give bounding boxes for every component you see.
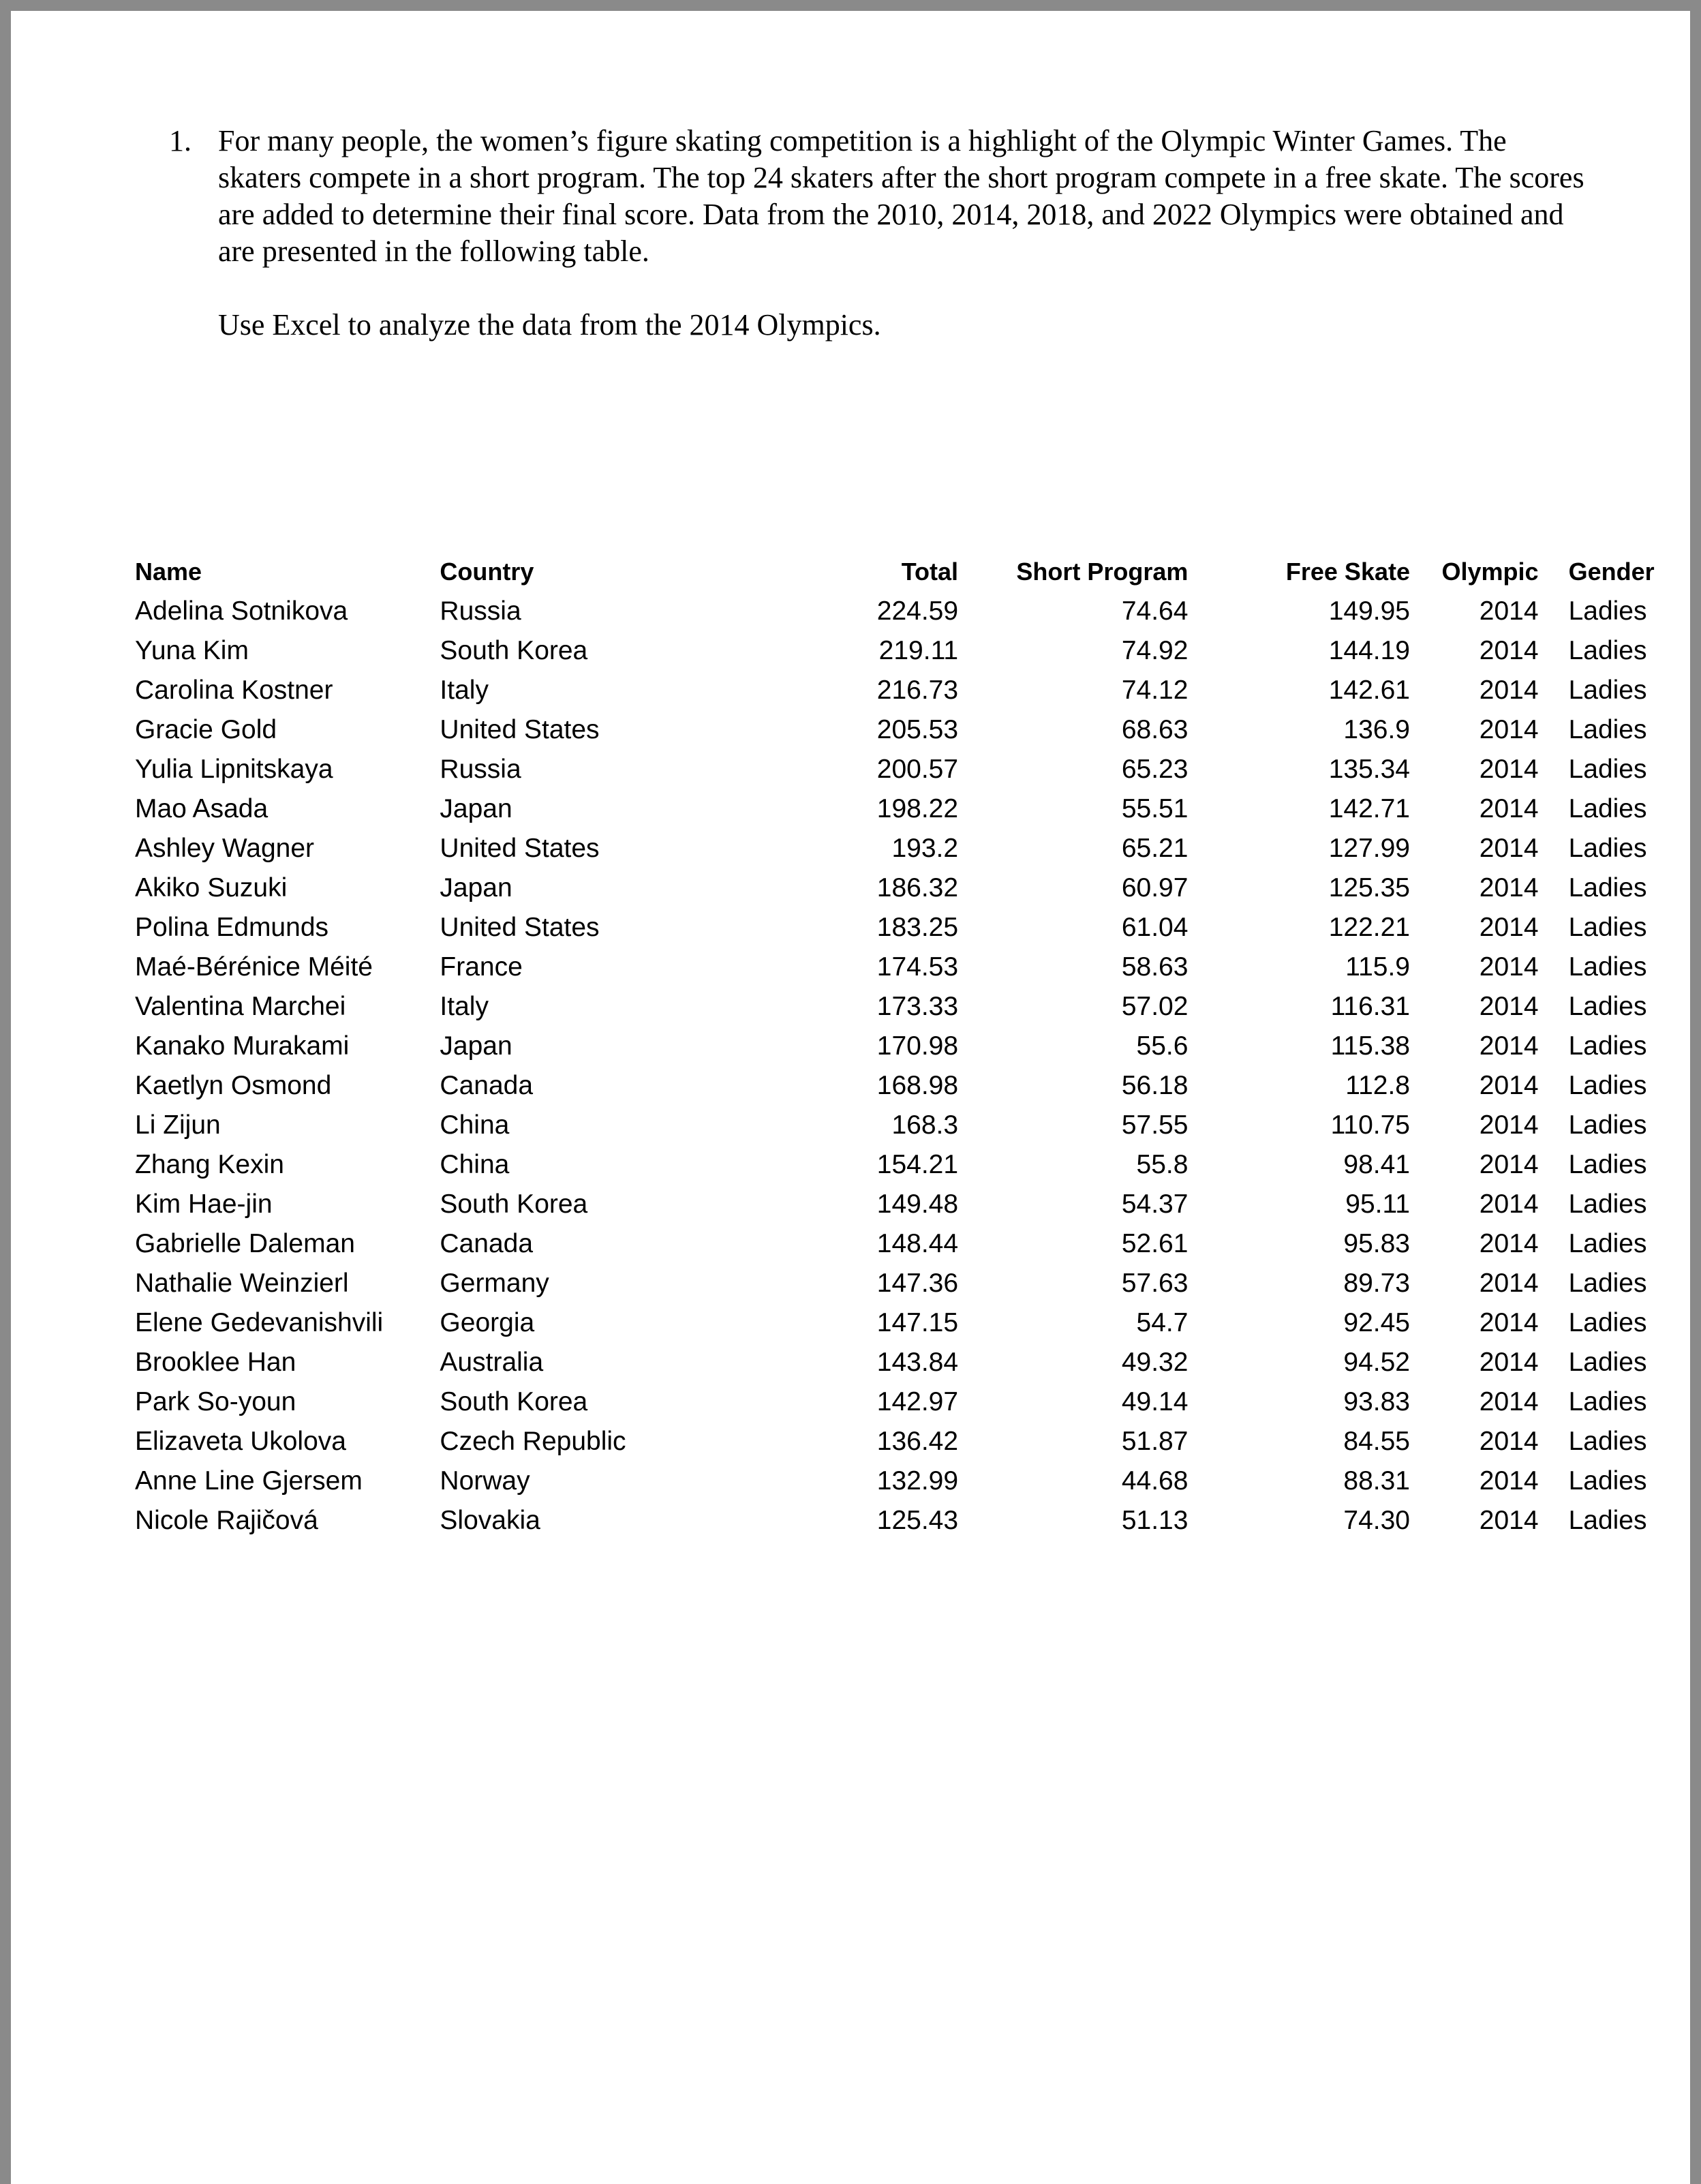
table-row (125, 1106, 1690, 1145)
cell-name: Maé-Bérénice Méité (135, 952, 373, 982)
cell-short-program: 56.18 (1121, 1071, 1189, 1100)
cell-total: 136.42 (876, 1427, 959, 1456)
cell-country: Italy (440, 992, 489, 1021)
cell-olympic: 2014 (1479, 715, 1539, 744)
header-olympic: Olympic (1441, 558, 1539, 586)
cell-short-program: 65.21 (1121, 834, 1189, 863)
cell-free-skate: 98.41 (1343, 1150, 1410, 1179)
cell-gender: Ladies (1568, 1229, 1647, 1258)
cell-total: 186.32 (876, 873, 959, 903)
cell-country: China (440, 1110, 510, 1140)
cell-country: Italy (440, 676, 489, 705)
cell-olympic: 2014 (1479, 1427, 1539, 1456)
cell-total: 198.22 (876, 794, 959, 823)
cell-short-program: 65.23 (1121, 755, 1189, 784)
cell-free-skate: 127.99 (1328, 834, 1410, 863)
question-paragraph (218, 123, 1636, 270)
cell-gender: Ladies (1568, 1150, 1647, 1179)
cell-short-program: 57.55 (1121, 1110, 1189, 1140)
table-row (125, 1461, 1690, 1501)
cell-olympic: 2014 (1479, 1308, 1539, 1337)
cell-olympic: 2014 (1479, 1071, 1539, 1100)
cell-free-skate: 142.61 (1328, 676, 1410, 705)
cell-olympic: 2014 (1479, 1348, 1539, 1377)
cell-free-skate: 95.83 (1343, 1229, 1410, 1258)
cell-name: Mao Asada (135, 794, 269, 823)
cell-free-skate: 84.55 (1343, 1427, 1410, 1456)
question-line: For many people, the women’s figure skating competition is a highlight of the Olympic Winter Games. The (218, 124, 1507, 157)
question-line: are added to determine their final score. Data from the 2010, 2014, 2018, and 2022 Olympics were obtained and (218, 198, 1564, 231)
header-short-program: Short Program (1016, 558, 1189, 586)
header-gender: Gender (1568, 558, 1655, 586)
cell-gender: Ladies (1568, 873, 1647, 903)
cell-olympic: 2014 (1479, 834, 1539, 863)
cell-olympic: 2014 (1479, 636, 1539, 665)
cell-olympic: 2014 (1479, 755, 1539, 784)
cell-gender: Ladies (1568, 1466, 1647, 1496)
cell-name: Elizaveta Ukolova (135, 1427, 346, 1456)
cell-total: 147.36 (876, 1269, 959, 1298)
cell-free-skate: 115.38 (1330, 1031, 1410, 1061)
cell-short-program: 51.87 (1121, 1427, 1189, 1456)
cell-short-program: 61.04 (1121, 913, 1189, 942)
cell-country: Czech Republic (440, 1427, 626, 1456)
cell-gender: Ladies (1568, 1348, 1647, 1377)
cell-total: 170.98 (876, 1031, 959, 1061)
cell-name: Elene Gedevanishvili (135, 1308, 384, 1337)
cell-free-skate: 88.31 (1343, 1466, 1410, 1496)
cell-olympic: 2014 (1479, 596, 1539, 626)
cell-short-program: 54.7 (1136, 1308, 1189, 1337)
cell-olympic: 2014 (1479, 1269, 1539, 1298)
cell-name: Ashley Wagner (135, 834, 315, 863)
cell-gender: Ladies (1568, 1387, 1647, 1416)
cell-short-program: 57.63 (1121, 1269, 1189, 1298)
cell-short-program: 52.61 (1121, 1229, 1189, 1258)
cell-short-program: 54.37 (1121, 1189, 1189, 1219)
table-row (125, 868, 1690, 908)
cell-gender: Ladies (1568, 952, 1647, 982)
cell-total: 200.57 (876, 755, 959, 784)
cell-olympic: 2014 (1479, 1110, 1539, 1140)
cell-gender: Ladies (1568, 596, 1647, 626)
cell-gender: Ladies (1568, 1071, 1647, 1100)
cell-name: Gracie Gold (135, 715, 277, 744)
cell-name: Li Zijun (135, 1110, 221, 1140)
table-row (125, 592, 1690, 631)
cell-olympic: 2014 (1479, 1189, 1539, 1219)
cell-country: China (440, 1150, 510, 1179)
cell-olympic: 2014 (1479, 1466, 1539, 1496)
cell-country: Slovakia (440, 1506, 540, 1535)
cell-free-skate: 94.52 (1343, 1348, 1410, 1377)
cell-short-program: 57.02 (1121, 992, 1189, 1021)
cell-country: Norway (440, 1466, 530, 1496)
cell-country: United States (440, 715, 600, 744)
cell-country: Canada (440, 1071, 534, 1100)
cell-short-program: 55.6 (1136, 1031, 1189, 1061)
cell-gender: Ladies (1568, 1427, 1647, 1456)
skating-data-table (125, 552, 1690, 1541)
cell-total: 173.33 (876, 992, 959, 1021)
cell-gender: Ladies (1568, 1189, 1647, 1219)
question-number: 1. (169, 124, 191, 157)
table-row (125, 1264, 1690, 1303)
cell-name: Akiko Suzuki (135, 873, 288, 903)
cell-name: Carolina Kostner (135, 676, 333, 705)
cell-free-skate: 122.21 (1328, 913, 1410, 942)
cell-gender: Ladies (1568, 913, 1647, 942)
cell-short-program: 58.63 (1121, 952, 1189, 982)
cell-total: 154.21 (876, 1150, 959, 1179)
table-row (125, 987, 1690, 1027)
cell-total: 168.3 (891, 1110, 959, 1140)
cell-total: 174.53 (876, 952, 959, 982)
cell-gender: Ladies (1568, 755, 1647, 784)
cell-olympic: 2014 (1479, 1229, 1539, 1258)
cell-total: 193.2 (891, 834, 959, 863)
header-name: Name (135, 558, 202, 586)
table-row (125, 908, 1690, 947)
cell-name: Yulia Lipnitskaya (135, 755, 333, 784)
cell-name: Polina Edmunds (135, 913, 329, 942)
cell-country: Australia (440, 1348, 544, 1377)
cell-short-program: 74.64 (1121, 596, 1189, 626)
cell-olympic: 2014 (1479, 1506, 1539, 1535)
question-line: skaters compete in a short program. The top 24 skaters after the short program compete in a free skate. The scores (218, 161, 1584, 194)
cell-total: 147.15 (876, 1308, 959, 1337)
cell-gender: Ladies (1568, 794, 1647, 823)
cell-free-skate: 149.95 (1328, 596, 1410, 626)
cell-olympic: 2014 (1479, 1150, 1539, 1179)
cell-country: South Korea (440, 1387, 588, 1416)
table-row (125, 1066, 1690, 1106)
cell-short-program: 74.92 (1121, 636, 1189, 665)
cell-olympic: 2014 (1479, 1387, 1539, 1416)
cell-name: Brooklee Han (135, 1348, 296, 1377)
table-row (125, 1027, 1690, 1066)
table-body (125, 592, 1690, 1541)
cell-olympic: 2014 (1479, 913, 1539, 942)
cell-olympic: 2014 (1479, 1031, 1539, 1061)
cell-total: 143.84 (876, 1348, 959, 1377)
cell-name: Anne Line Gjersem (135, 1466, 363, 1496)
cell-total: 183.25 (876, 913, 959, 942)
cell-short-program: 74.12 (1121, 676, 1189, 705)
cell-short-program: 55.8 (1136, 1150, 1189, 1179)
table-header-row (125, 552, 1690, 592)
cell-country: United States (440, 913, 600, 942)
cell-name: Gabrielle Daleman (135, 1229, 355, 1258)
cell-short-program: 49.32 (1121, 1348, 1189, 1377)
table-row (125, 1303, 1690, 1343)
cell-name: Zhang Kexin (135, 1150, 284, 1179)
cell-gender: Ladies (1568, 1269, 1647, 1298)
cell-name: Park So-youn (135, 1387, 296, 1416)
cell-gender: Ladies (1568, 992, 1647, 1021)
table-row (125, 1185, 1690, 1224)
cell-country: Japan (440, 794, 512, 823)
cell-total: 125.43 (876, 1506, 959, 1535)
cell-country: Russia (440, 596, 521, 626)
cell-free-skate: 115.9 (1345, 952, 1410, 982)
cell-olympic: 2014 (1479, 952, 1539, 982)
cell-name: Kim Hae-jin (135, 1189, 273, 1219)
cell-name: Valentina Marchei (135, 992, 346, 1021)
table-row (125, 829, 1690, 868)
cell-country: South Korea (440, 1189, 588, 1219)
cell-short-program: 51.13 (1121, 1506, 1189, 1535)
table-row (125, 1145, 1690, 1185)
cell-free-skate: 95.11 (1345, 1189, 1410, 1219)
table-row (125, 710, 1690, 750)
question-line: are presented in the following table. (218, 234, 649, 268)
cell-total: 219.11 (878, 636, 959, 665)
cell-gender: Ladies (1568, 715, 1647, 744)
cell-total: 148.44 (876, 1229, 959, 1258)
cell-country: Georgia (440, 1308, 535, 1337)
cell-gender: Ladies (1568, 834, 1647, 863)
table-row (125, 789, 1690, 829)
cell-olympic: 2014 (1479, 676, 1539, 705)
table-row (125, 1422, 1690, 1461)
cell-gender: Ladies (1568, 1031, 1647, 1061)
header-free-skate: Free Skate (1285, 558, 1410, 586)
cell-short-program: 68.63 (1121, 715, 1189, 744)
cell-country: South Korea (440, 636, 588, 665)
table-row (125, 1343, 1690, 1382)
cell-free-skate: 93.83 (1343, 1387, 1410, 1416)
cell-name: Yuna Kim (135, 636, 249, 665)
table-row (125, 750, 1690, 789)
header-total: Total (901, 558, 959, 586)
cell-country: Russia (440, 755, 521, 784)
cell-olympic: 2014 (1479, 794, 1539, 823)
cell-country: United States (440, 834, 600, 863)
cell-free-skate: 135.34 (1328, 755, 1410, 784)
cell-free-skate: 125.35 (1328, 873, 1410, 903)
cell-total: 224.59 (876, 596, 959, 626)
cell-short-program: 55.51 (1121, 794, 1189, 823)
cell-name: Kaetlyn Osmond (135, 1071, 332, 1100)
cell-total: 168.98 (876, 1071, 959, 1100)
cell-name: Adelina Sotnikova (135, 596, 348, 626)
cell-short-program: 44.68 (1121, 1466, 1189, 1496)
cell-olympic: 2014 (1479, 992, 1539, 1021)
cell-free-skate: 92.45 (1343, 1308, 1410, 1337)
header-country: Country (440, 558, 534, 586)
cell-short-program: 49.14 (1121, 1387, 1189, 1416)
table-row (125, 947, 1690, 987)
cell-free-skate: 110.75 (1330, 1110, 1410, 1140)
cell-name: Nicole Rajičová (135, 1506, 318, 1535)
cell-country: Canada (440, 1229, 534, 1258)
cell-olympic: 2014 (1479, 873, 1539, 903)
cell-country: Japan (440, 873, 512, 903)
cell-free-skate: 142.71 (1328, 794, 1410, 823)
cell-free-skate: 74.30 (1343, 1506, 1410, 1535)
cell-free-skate: 136.9 (1343, 715, 1410, 744)
instruction-text: Use Excel to analyze the data from the 2014 Olympics. (218, 308, 881, 342)
cell-total: 205.53 (876, 715, 959, 744)
cell-gender: Ladies (1568, 676, 1647, 705)
cell-free-skate: 144.19 (1328, 636, 1410, 665)
cell-name: Kanako Murakami (135, 1031, 350, 1061)
cell-gender: Ladies (1568, 636, 1647, 665)
cell-total: 142.97 (876, 1387, 959, 1416)
document-page (11, 11, 1690, 2184)
table-row (125, 1224, 1690, 1264)
cell-total: 216.73 (876, 676, 959, 705)
cell-country: Germany (440, 1269, 549, 1298)
cell-country: Japan (440, 1031, 512, 1061)
cell-total: 132.99 (876, 1466, 959, 1496)
cell-gender: Ladies (1568, 1110, 1647, 1140)
cell-gender: Ladies (1568, 1308, 1647, 1337)
cell-gender: Ladies (1568, 1506, 1647, 1535)
cell-name: Nathalie Weinzierl (135, 1269, 349, 1298)
cell-total: 149.48 (876, 1189, 959, 1219)
cell-free-skate: 112.8 (1345, 1071, 1410, 1100)
cell-free-skate: 89.73 (1343, 1269, 1410, 1298)
table-row (125, 671, 1690, 710)
cell-free-skate: 116.31 (1330, 992, 1410, 1021)
cell-short-program: 60.97 (1121, 873, 1189, 903)
table-row (125, 631, 1690, 671)
table-row (125, 1501, 1690, 1541)
table-row (125, 1382, 1690, 1422)
cell-country: France (440, 952, 523, 982)
